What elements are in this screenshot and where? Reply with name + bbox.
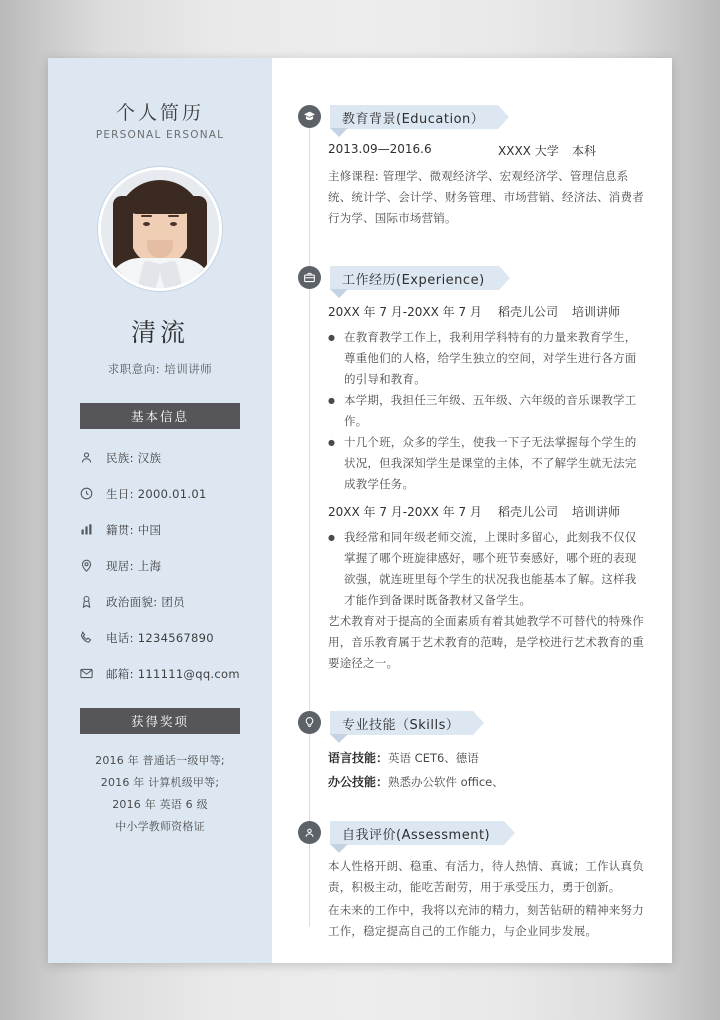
- spacer: [272, 676, 672, 710]
- experience-paragraph: 艺术教育对于提高的全面素质有着其她教学不可替代的特殊作用，音乐教育属于艺术教育的范畴，是学校进行艺术教育的重要途径之一。: [328, 614, 644, 670]
- avatar-fringe: [127, 188, 193, 214]
- skill-value: 英语 CET6、德语: [388, 751, 479, 765]
- avatar: [98, 167, 222, 291]
- info-row-email: [78, 665, 272, 682]
- education-detail: 主修课程: 管理学、微观经济学、宏观经济学、管理信息系统、统计学、会计学、财务管理、市场营销、经济法、消费者行为学、国际市场营销。: [328, 169, 644, 225]
- clock-icon: [78, 485, 95, 502]
- skill-key: 语言技能：: [328, 751, 389, 765]
- user-circle-icon: [298, 821, 321, 844]
- section-arrow-icon: [330, 128, 348, 137]
- sidebar: [48, 58, 272, 963]
- assessment-paragraph: 在未来的工作中，我将以充沛的精力，刻苦钻研的精神来努力工作，稳定提高自己的工作能力，与企业同步发展。: [328, 903, 644, 938]
- info-text: 现居: 上海: [106, 558, 162, 573]
- candidate-name: 清流: [130, 318, 189, 347]
- info-row-birthday: [78, 485, 272, 502]
- section-arrow-icon: [330, 844, 348, 853]
- section-header: [272, 710, 646, 736]
- job-intent: 求职意向: 培训讲师: [107, 362, 213, 376]
- section-title: 专业技能（Skills）: [330, 711, 473, 735]
- resume-page: [48, 58, 672, 963]
- section-title: 教育背景(Education）: [330, 105, 498, 129]
- skill-key: 办公技能：: [328, 775, 389, 789]
- basic-info-heading: 基本信息: [80, 403, 240, 429]
- chart-icon: [78, 521, 95, 538]
- info-text: 生日: 2000.01.01: [106, 486, 207, 501]
- lightbulb-icon: [298, 711, 321, 734]
- section-arrow-icon: [330, 289, 348, 298]
- avatar-brow-right: [168, 215, 179, 217]
- award-item: 中小学教师资格证: [115, 820, 205, 833]
- resume-title-en: PERSONAL ERSONAL: [95, 129, 225, 141]
- spacer: [272, 794, 672, 820]
- section-body: [328, 736, 646, 794]
- resume-title-cn: 个人简历: [115, 102, 204, 124]
- experience-role: 培训讲师: [572, 505, 621, 519]
- experience-bullet: ● 在教育教学工作上，我利用学科特有的力量来教育学生，尊重他们的人格，给学生独立的空间，对学生进行各方面的引导和教育。: [328, 327, 646, 390]
- info-text: 政治面貌: 团员: [106, 594, 185, 609]
- section-title: 工作经历(Experience): [330, 266, 499, 290]
- section-header: [272, 104, 646, 130]
- phone-icon: [78, 629, 95, 646]
- experience-role: 培训讲师: [572, 305, 621, 319]
- section-assessment: [272, 820, 672, 942]
- mail-icon: [78, 665, 95, 682]
- info-row-phone: [78, 629, 272, 646]
- location-icon: [78, 557, 95, 574]
- section-arrow-icon: [330, 734, 348, 743]
- info-text: 籍贯: 中国: [106, 522, 162, 537]
- awards-list: [48, 750, 272, 838]
- section-body: [328, 846, 646, 942]
- avatar-eye-left: [143, 222, 150, 226]
- education-date: 2013.09—2016.6: [328, 142, 432, 156]
- assessment-paragraph: 本人性格开朗、稳重、有活力，待人热情、真诚；工作认真负责，积极主动，能吃苦耐劳，用于承受压力，勇于创新。: [328, 859, 644, 894]
- info-row-political-status: [78, 593, 272, 610]
- graduation-cap-icon: [298, 105, 321, 128]
- skill-value: 熟悉办公软件 office、: [388, 775, 504, 789]
- section-header: [272, 820, 646, 846]
- info-row-hometown: [78, 521, 272, 538]
- basic-info-list: [78, 449, 272, 682]
- skill-item: [328, 770, 646, 794]
- education-degree: 本科: [572, 144, 597, 158]
- education-school: XXXX 大学: [498, 144, 559, 158]
- section-body: [328, 130, 646, 229]
- briefcase-icon: [298, 266, 321, 289]
- section-body: [328, 291, 646, 674]
- section-education: [272, 104, 672, 229]
- experience-company: 稻壳儿公司: [498, 305, 559, 319]
- experience-date: 20XX 年 7 月-20XX 年 7 月: [328, 505, 482, 519]
- info-row-residence: [78, 557, 272, 574]
- info-text: 电话: 1234567890: [106, 630, 214, 645]
- avatar-eye-right: [170, 222, 177, 226]
- avatar-brow-left: [141, 215, 152, 217]
- info-text: 民族: 汉族: [106, 450, 162, 465]
- section-skills: [272, 710, 672, 794]
- award-item: 2016 年 英语 6 级: [112, 798, 208, 811]
- experience-bullet: ● 我经常和同年级老师交流，上课时多留心，此刻我不仅仅掌握了哪个班旋律感好，哪个班节奏感好，哪个班的表现欲强，就连班里每个学生的状况我也能基本了解。这样我才能作到备课时既备教材又备学生。: [328, 527, 646, 611]
- section-experience: [272, 265, 672, 674]
- info-row-ethnicity: [78, 449, 272, 466]
- main-content: [272, 58, 672, 963]
- info-text: 邮箱: 111111@qq.com: [106, 666, 240, 681]
- awards-heading: 获得奖项: [80, 708, 240, 734]
- experience-bullet: ● 本学期，我担任三年级、五年级、六年级的音乐课教学工作。: [328, 390, 646, 432]
- experience-date: 20XX 年 7 月-20XX 年 7 月: [328, 305, 482, 319]
- education-row: [328, 142, 646, 159]
- experience-company: 稻壳儿公司: [498, 505, 559, 519]
- experience-row: [328, 503, 646, 520]
- section-title: 自我评价(Assessment): [330, 821, 504, 845]
- spacer: [272, 231, 672, 265]
- experience-bullet: ● 十几个班，众多的学生，使我一下子无法掌握每个学生的状况，但我深知学生是课堂的主体，不了解学生就无法完成教学任务。: [328, 432, 646, 495]
- experience-row: [328, 303, 646, 320]
- section-header: [272, 265, 646, 291]
- award-item: 2016 年 计算机级甲等;: [100, 776, 220, 789]
- award-item: 2016 年 普通话一级甲等;: [95, 754, 225, 767]
- skill-item: [328, 746, 646, 770]
- person-icon: [78, 449, 95, 466]
- resume-title: [48, 58, 272, 141]
- badge-icon: [78, 593, 95, 610]
